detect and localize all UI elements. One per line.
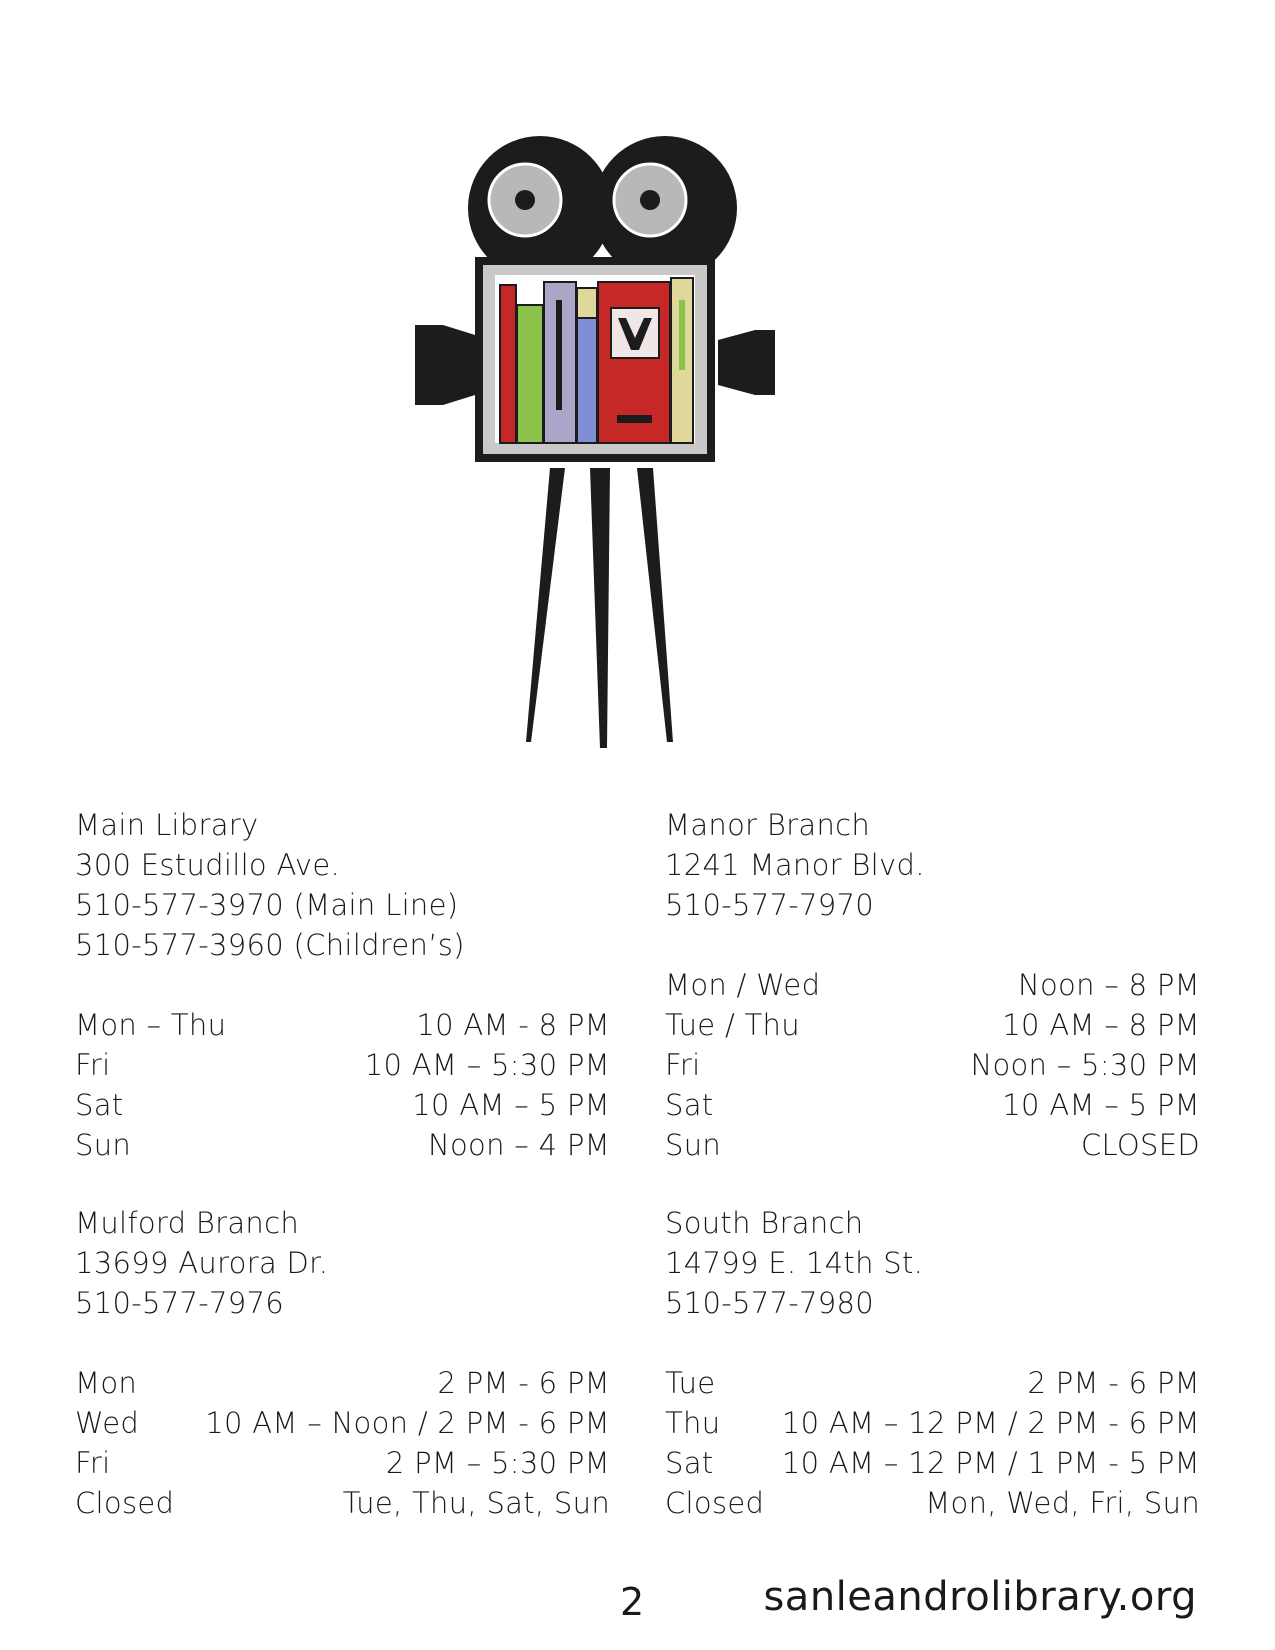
hours-day: Mon	[75, 1366, 138, 1400]
hours-row	[665, 1443, 1200, 1483]
hours-time: Mon, Wed, Fri, Sun	[925, 1486, 1200, 1520]
branch-name: Manor Branch	[665, 808, 871, 842]
hours-day: Mon / Wed	[665, 968, 821, 1002]
hours-time: CLOSED	[1080, 1128, 1200, 1162]
hours-day: Tue	[665, 1366, 716, 1400]
hours-day: Fri	[665, 1048, 701, 1082]
hours-time: Noon – 5:30 PM	[970, 1048, 1200, 1082]
branch-phone[interactable]: 510-577-7980	[665, 1286, 875, 1320]
hours-row	[75, 1483, 610, 1523]
hours-day: Wed	[75, 1406, 140, 1440]
hours-time: 10 AM – Noon / 2 PM - 6 PM	[205, 1406, 610, 1440]
hours-day: Sun	[665, 1128, 722, 1162]
hours-row	[665, 965, 1200, 1005]
hours-day: Tue / Thu	[665, 1008, 800, 1042]
branch-address: 13699 Aurora Dr.	[75, 1246, 329, 1280]
hours-row	[75, 1363, 610, 1403]
hours-time: 2 PM - 6 PM	[437, 1366, 610, 1400]
hours-row	[665, 1403, 1200, 1443]
film-camera-bookshelf-icon	[415, 100, 805, 800]
branch-manor	[665, 805, 1200, 1165]
branch-main-library	[75, 805, 610, 1165]
hours-time: 2 PM – 5:30 PM	[385, 1446, 610, 1480]
branch-mulford	[75, 1203, 610, 1523]
hours-time: 10 AM – 12 PM / 2 PM - 6 PM	[781, 1406, 1200, 1440]
hours-row	[75, 1403, 610, 1443]
page-number: 2	[620, 1580, 645, 1624]
branch-address: 300 Estudillo Ave.	[75, 848, 341, 882]
hours-row	[665, 1005, 1200, 1045]
hours-row	[665, 1363, 1200, 1403]
branch-phone[interactable]: 510-577-3970 (Main Line)	[75, 888, 459, 922]
hours-row	[75, 1443, 610, 1483]
branch-south	[665, 1203, 1200, 1523]
hours-time: 10 AM – 5 PM	[1002, 1088, 1200, 1122]
hours-day: Sat	[75, 1088, 124, 1122]
hours-time: 10 AM - 8 PM	[416, 1008, 610, 1042]
hours-day: Sat	[665, 1446, 714, 1480]
branch-phone[interactable]: 510-577-3960 (Children’s)	[75, 928, 465, 962]
hours-row	[665, 1045, 1200, 1085]
hours-row	[75, 1085, 610, 1125]
branch-address: 1241 Manor Blvd.	[665, 848, 925, 882]
hours-time: 10 AM – 8 PM	[1002, 1008, 1200, 1042]
website-link[interactable]: sanleandrolibrary.org	[763, 1574, 1197, 1620]
hours-row	[75, 1125, 610, 1165]
branch-address: 14799 E. 14th St.	[665, 1246, 924, 1280]
branch-name: Main Library	[75, 808, 259, 842]
hours-row	[665, 1085, 1200, 1125]
hours-day: Closed	[665, 1486, 765, 1520]
hours-row	[75, 1005, 610, 1045]
hours-day: Closed	[75, 1486, 175, 1520]
hours-row	[665, 1483, 1200, 1523]
branch-name: Mulford Branch	[75, 1206, 300, 1240]
hours-day: Mon – Thu	[75, 1008, 227, 1042]
hours-time: 10 AM – 5 PM	[412, 1088, 610, 1122]
hours-day: Fri	[75, 1446, 111, 1480]
hours-day: Thu	[665, 1406, 721, 1440]
hours-time: Noon – 4 PM	[428, 1128, 610, 1162]
hours-row	[665, 1125, 1200, 1165]
hours-day: Sun	[75, 1128, 132, 1162]
hours-day: Fri	[75, 1048, 111, 1082]
hours-row	[75, 1045, 610, 1085]
hours-time: Tue, Thu, Sat, Sun	[342, 1486, 610, 1520]
branch-phone[interactable]: 510-577-7976	[75, 1286, 285, 1320]
hours-time: 2 PM - 6 PM	[1027, 1366, 1200, 1400]
branch-name: South Branch	[665, 1206, 864, 1240]
hours-day: Sat	[665, 1088, 714, 1122]
hours-time: 10 AM – 5:30 PM	[364, 1048, 610, 1082]
branch-phone[interactable]: 510-577-7970	[665, 888, 875, 922]
hours-time: Noon – 8 PM	[1018, 968, 1200, 1002]
hours-time: 10 AM – 12 PM / 1 PM - 5 PM	[781, 1446, 1200, 1480]
